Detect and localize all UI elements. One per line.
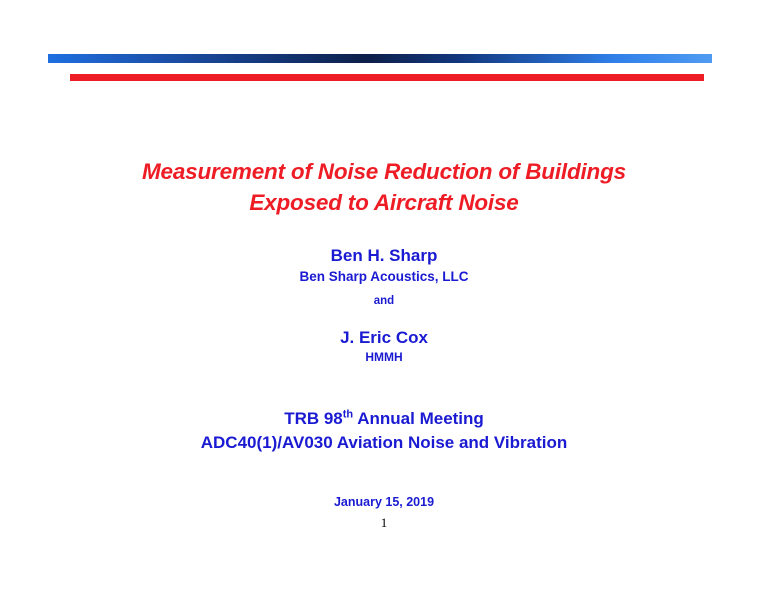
decorative-red-bar [70,74,704,81]
event-name-suffix: Annual Meeting [353,409,484,428]
author-conjunction: and [373,295,395,307]
event-ordinal-suffix: th [342,408,354,421]
author-affiliation-1: Ben Sharp Acoustics, LLC [299,269,469,284]
title-line-1: Measurement of Noise Reduction of Buildings [142,159,626,184]
author-affiliation-2: HMMH [365,350,403,364]
title-line-2: Exposed to Aircraft Noise [249,190,519,215]
page-number: 1 [380,515,388,530]
event-name-prefix: TRB 98 [284,409,343,428]
author-block [0,245,768,366]
author-name-1: Ben H. Sharp [330,246,438,265]
event-line-1 [0,407,768,431]
page-title [0,156,768,218]
event-line-2: ADC40(1)/AV030 Aviation Noise and Vibration [200,433,568,452]
decorative-blue-bar [48,54,712,63]
event-block [0,407,768,455]
presentation-date: January 15, 2019 [333,495,435,509]
author-name-2: J. Eric Cox [340,328,428,347]
